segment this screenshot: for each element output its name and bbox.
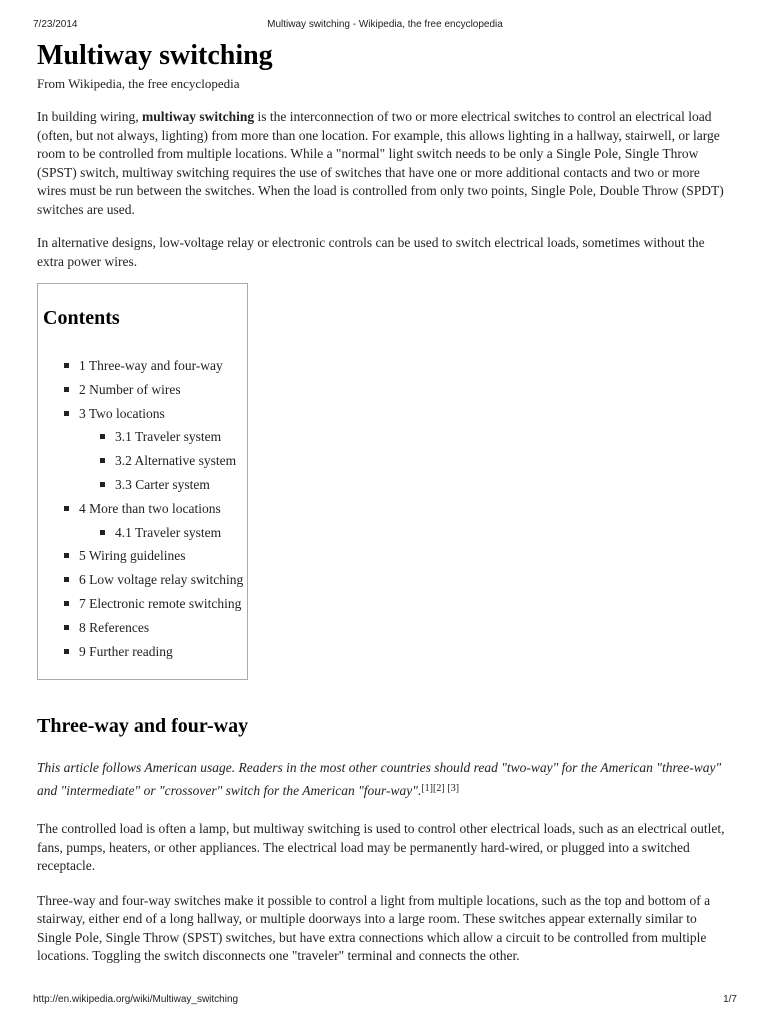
intro-term: multiway switching bbox=[142, 109, 255, 124]
body-paragraph: Three-way and four-way switches make it possible to control a light from multiple locations, such as the top and bottom of a stairway, either end of a long hallway, or multiple doorways into a large room. These switches appear externally similar to Single Pole, Single Throw (SPST) switches, but have extra connections which allow a circuit to be controlled from multiple locations. Toggling the switch disconnects one "traveler" terminal and connects the other. bbox=[37, 892, 711, 963]
toc-item[interactable] bbox=[38, 521, 247, 545]
bullet-icon bbox=[64, 601, 69, 606]
toc-item-label[interactable]: 2 Number of wires bbox=[79, 381, 181, 397]
toc-item[interactable] bbox=[38, 568, 247, 592]
print-title: Multiway switching - Wikipedia, the free encyclopedia bbox=[267, 19, 503, 30]
toc-item-label[interactable]: 1 Three-way and four-way bbox=[79, 358, 223, 373]
toc-item[interactable] bbox=[38, 425, 247, 449]
toc-item-label[interactable]: 3.2 Alternative system bbox=[115, 453, 237, 469]
toc-item[interactable] bbox=[38, 544, 247, 568]
bullet-icon bbox=[100, 458, 105, 463]
bullet-icon bbox=[64, 625, 69, 630]
hatnote: This article follows American usage. Readers in the most other countries should read "two-way" for the American "three-way" and "intermediate" or "crossover" switch for the American "four-way".[1][2] [3] bbox=[37, 760, 722, 798]
intro-paragraph-2: In alternative designs, low-voltage relay or electronic controls can be used to switch electrical loads, sometimes without the extra power wires. bbox=[37, 235, 705, 269]
toc-item-label[interactable]: 3 Two locations bbox=[79, 405, 165, 421]
toc-item[interactable] bbox=[38, 640, 247, 664]
bullet-icon bbox=[100, 482, 105, 487]
bullet-icon bbox=[100, 434, 105, 439]
bullet-icon bbox=[64, 649, 69, 654]
ref-link-2[interactable]: [2] bbox=[433, 783, 445, 794]
toc-item[interactable] bbox=[38, 354, 247, 378]
toc-item-label[interactable]: 5 Wiring guidelines bbox=[79, 548, 186, 564]
toc-item[interactable] bbox=[38, 473, 247, 497]
toc-item-label[interactable]: 8 References bbox=[79, 619, 150, 635]
bullet-icon bbox=[64, 506, 69, 511]
toc-list bbox=[38, 354, 247, 663]
toc-item-label[interactable]: 3.1 Traveler system bbox=[115, 429, 222, 445]
ref-link-3[interactable]: [3] bbox=[447, 783, 460, 794]
toc-item[interactable] bbox=[38, 449, 247, 473]
toc-item[interactable] bbox=[38, 497, 247, 521]
toc-item-label[interactable]: 7 Electronic remote switching bbox=[79, 595, 242, 611]
bullet-icon bbox=[100, 530, 105, 535]
body-paragraph: The controlled load is often a lamp, but multiway switching is used to control other electrical loads, such as an electrical outlet, fans, pumps, heaters, or other appliances. The electrical load may be permanently hard-wired, or plugged into a switched receptacle. bbox=[37, 821, 725, 873]
toc-item[interactable] bbox=[38, 378, 247, 402]
toc-heading: Contents bbox=[43, 307, 120, 329]
page-title: Multiway switching bbox=[37, 40, 273, 71]
article-page bbox=[37, 38, 731, 966]
print-url: http://en.wikipedia.org/wiki/Multiway_switching bbox=[33, 994, 239, 1005]
print-footer bbox=[33, 994, 737, 1008]
print-date: 7/23/2014 bbox=[33, 19, 78, 30]
toc-item[interactable] bbox=[38, 402, 247, 426]
section-heading-three-way: Three-way and four-way bbox=[37, 715, 249, 737]
ref-link-1[interactable]: [1] bbox=[421, 783, 433, 794]
toc-item-label[interactable]: 4 More than two locations bbox=[79, 500, 221, 516]
intro-paragraph: In building wiring, multiway switching is the interconnection of two or more electrical switches to control an electrical load (often, but not always, lighting) from more than one location. For example, this allows lighting in a hallway, stairwell, or large room to be controlled from multiple locations. While a "normal" light switch needs to be only a Single Pole, Single Throw (SPST) switch, multiway switching requires the use of switches that have one or more additional contacts and two or more wires must be run between the switches. When the load is controlled from only two points, Single Pole, Double Throw (SPDT) switches are used. bbox=[37, 109, 724, 217]
toc-item-label[interactable]: 4.1 Traveler system bbox=[115, 524, 222, 540]
page-number: 1/7 bbox=[723, 994, 737, 1005]
toc-item-label[interactable]: 6 Low voltage relay switching bbox=[79, 572, 244, 588]
tagline: From Wikipedia, the free encyclopedia bbox=[37, 76, 240, 91]
table-of-contents bbox=[37, 283, 248, 680]
bullet-icon bbox=[64, 387, 69, 392]
bullet-icon bbox=[64, 363, 69, 368]
bullet-icon bbox=[64, 577, 69, 582]
toc-item[interactable] bbox=[38, 616, 247, 640]
toc-item-label[interactable]: 3.3 Carter system bbox=[115, 476, 210, 492]
bullet-icon bbox=[64, 411, 69, 416]
print-header bbox=[33, 19, 737, 33]
toc-item[interactable] bbox=[38, 592, 247, 616]
toc-item-label[interactable]: 9 Further reading bbox=[79, 643, 173, 659]
bullet-icon bbox=[64, 553, 69, 558]
